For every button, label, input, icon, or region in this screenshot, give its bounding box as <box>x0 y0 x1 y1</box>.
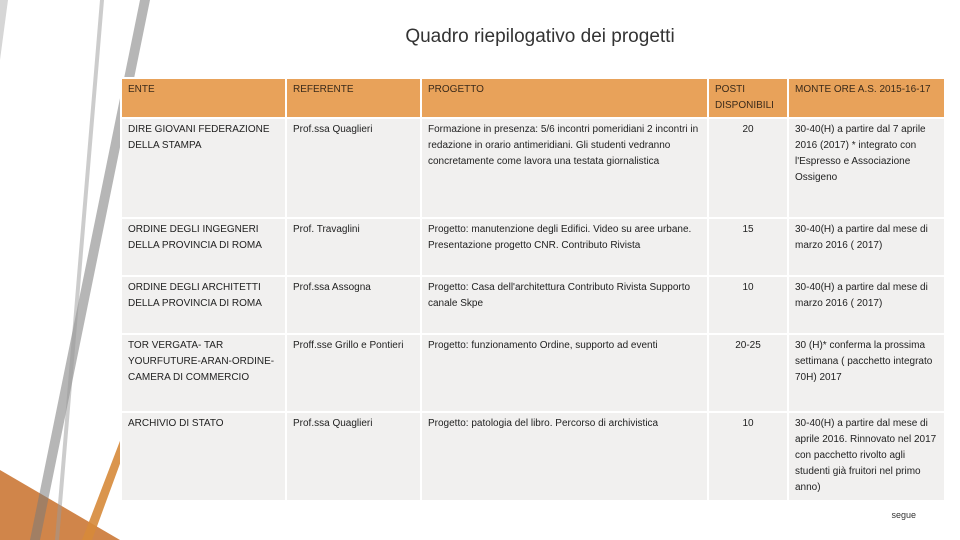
cell-monte-ore: 30-40(H) a partire dal 7 aprile 2016 (2017) * integrato con l'Espresso e Associazione Ossigeno <box>788 118 945 218</box>
cell-progetto: Progetto: patologia del libro. Percorso di archivistica <box>421 412 708 501</box>
header-progetto: PROGETTO <box>421 78 708 118</box>
thin-stripe <box>55 0 104 540</box>
cell-progetto: Formazione in presenza: 5/6 incontri pomeridiani 2 incontri in redazione in orario antimeridiani. Gli studenti vedranno concretamente come lavora una testata giornalistica <box>421 118 708 218</box>
cell-progetto: Progetto: manutenzione degli Edifici. Video su aree urbane. Presentazione progetto CNR. Contributo Rivista <box>421 218 708 276</box>
cell-ente: TOR VERGATA- TAR YOURFUTURE-ARAN-ORDINE- CAMERA DI COMMERCIO <box>121 334 286 412</box>
table-row <box>121 118 945 218</box>
table-row <box>121 412 945 501</box>
header-monte-ore: MONTE ORE A.S. 2015-16-17 <box>788 78 945 118</box>
cell-ente: ARCHIVIO DI STATO <box>121 412 286 501</box>
cell-posti: 20-25 <box>708 334 788 412</box>
cell-monte-ore: 30-40(H) a partire dal mese di marzo 2016 ( 2017) <box>788 218 945 276</box>
table-row <box>121 218 945 276</box>
cell-referente: Proff.sse Grillo e Pontieri <box>286 334 421 412</box>
cell-progetto: Progetto: Casa dell'architettura Contributo Rivista Supporto canale Skpe <box>421 276 708 334</box>
cell-ente: ORDINE DEGLI INGEGNERI DELLA PROVINCIA DI ROMA <box>121 218 286 276</box>
cell-posti: 10 <box>708 276 788 334</box>
cell-progetto: Progetto: funzionamento Ordine, supporto ad eventi <box>421 334 708 412</box>
slide-title: Quadro riepilogativo dei progetti <box>405 26 675 47</box>
cell-referente: Prof.ssa Quaglieri <box>286 118 421 218</box>
header-referente: REFERENTE <box>286 78 421 118</box>
cell-posti: 20 <box>708 118 788 218</box>
table-header-row <box>121 78 945 118</box>
cell-posti: 10 <box>708 412 788 501</box>
segue-label: segue <box>891 510 916 520</box>
table-row <box>121 276 945 334</box>
table-row <box>121 334 945 412</box>
cell-referente: Prof.ssa Assogna <box>286 276 421 334</box>
cell-referente: Prof. Travaglini <box>286 218 421 276</box>
cell-ente: DIRE GIOVANI FEDERAZIONE DELLA STAMPA <box>121 118 286 218</box>
header-posti: POSTI DISPONIBILI <box>708 78 788 118</box>
header-ente: ENTE <box>121 78 286 118</box>
cell-ente: ORDINE DEGLI ARCHITETTI DELLA PROVINCIA DI ROMA <box>121 276 286 334</box>
projects-table <box>120 77 946 502</box>
cell-posti: 15 <box>708 218 788 276</box>
cell-monte-ore: 30 (H)* conferma la prossima settimana ( pacchetto integrato 70H) 2017 <box>788 334 945 412</box>
cell-referente: Prof.ssa Quaglieri <box>286 412 421 501</box>
cell-monte-ore: 30-40(H) a partire dal mese di marzo 2016 ( 2017) <box>788 276 945 334</box>
cell-monte-ore: 30-40(H) a partire dal mese di aprile 2016. Rinnovato nel 2017 con pacchetto rivolto agli studenti già fruitori nel primo anno) <box>788 412 945 501</box>
